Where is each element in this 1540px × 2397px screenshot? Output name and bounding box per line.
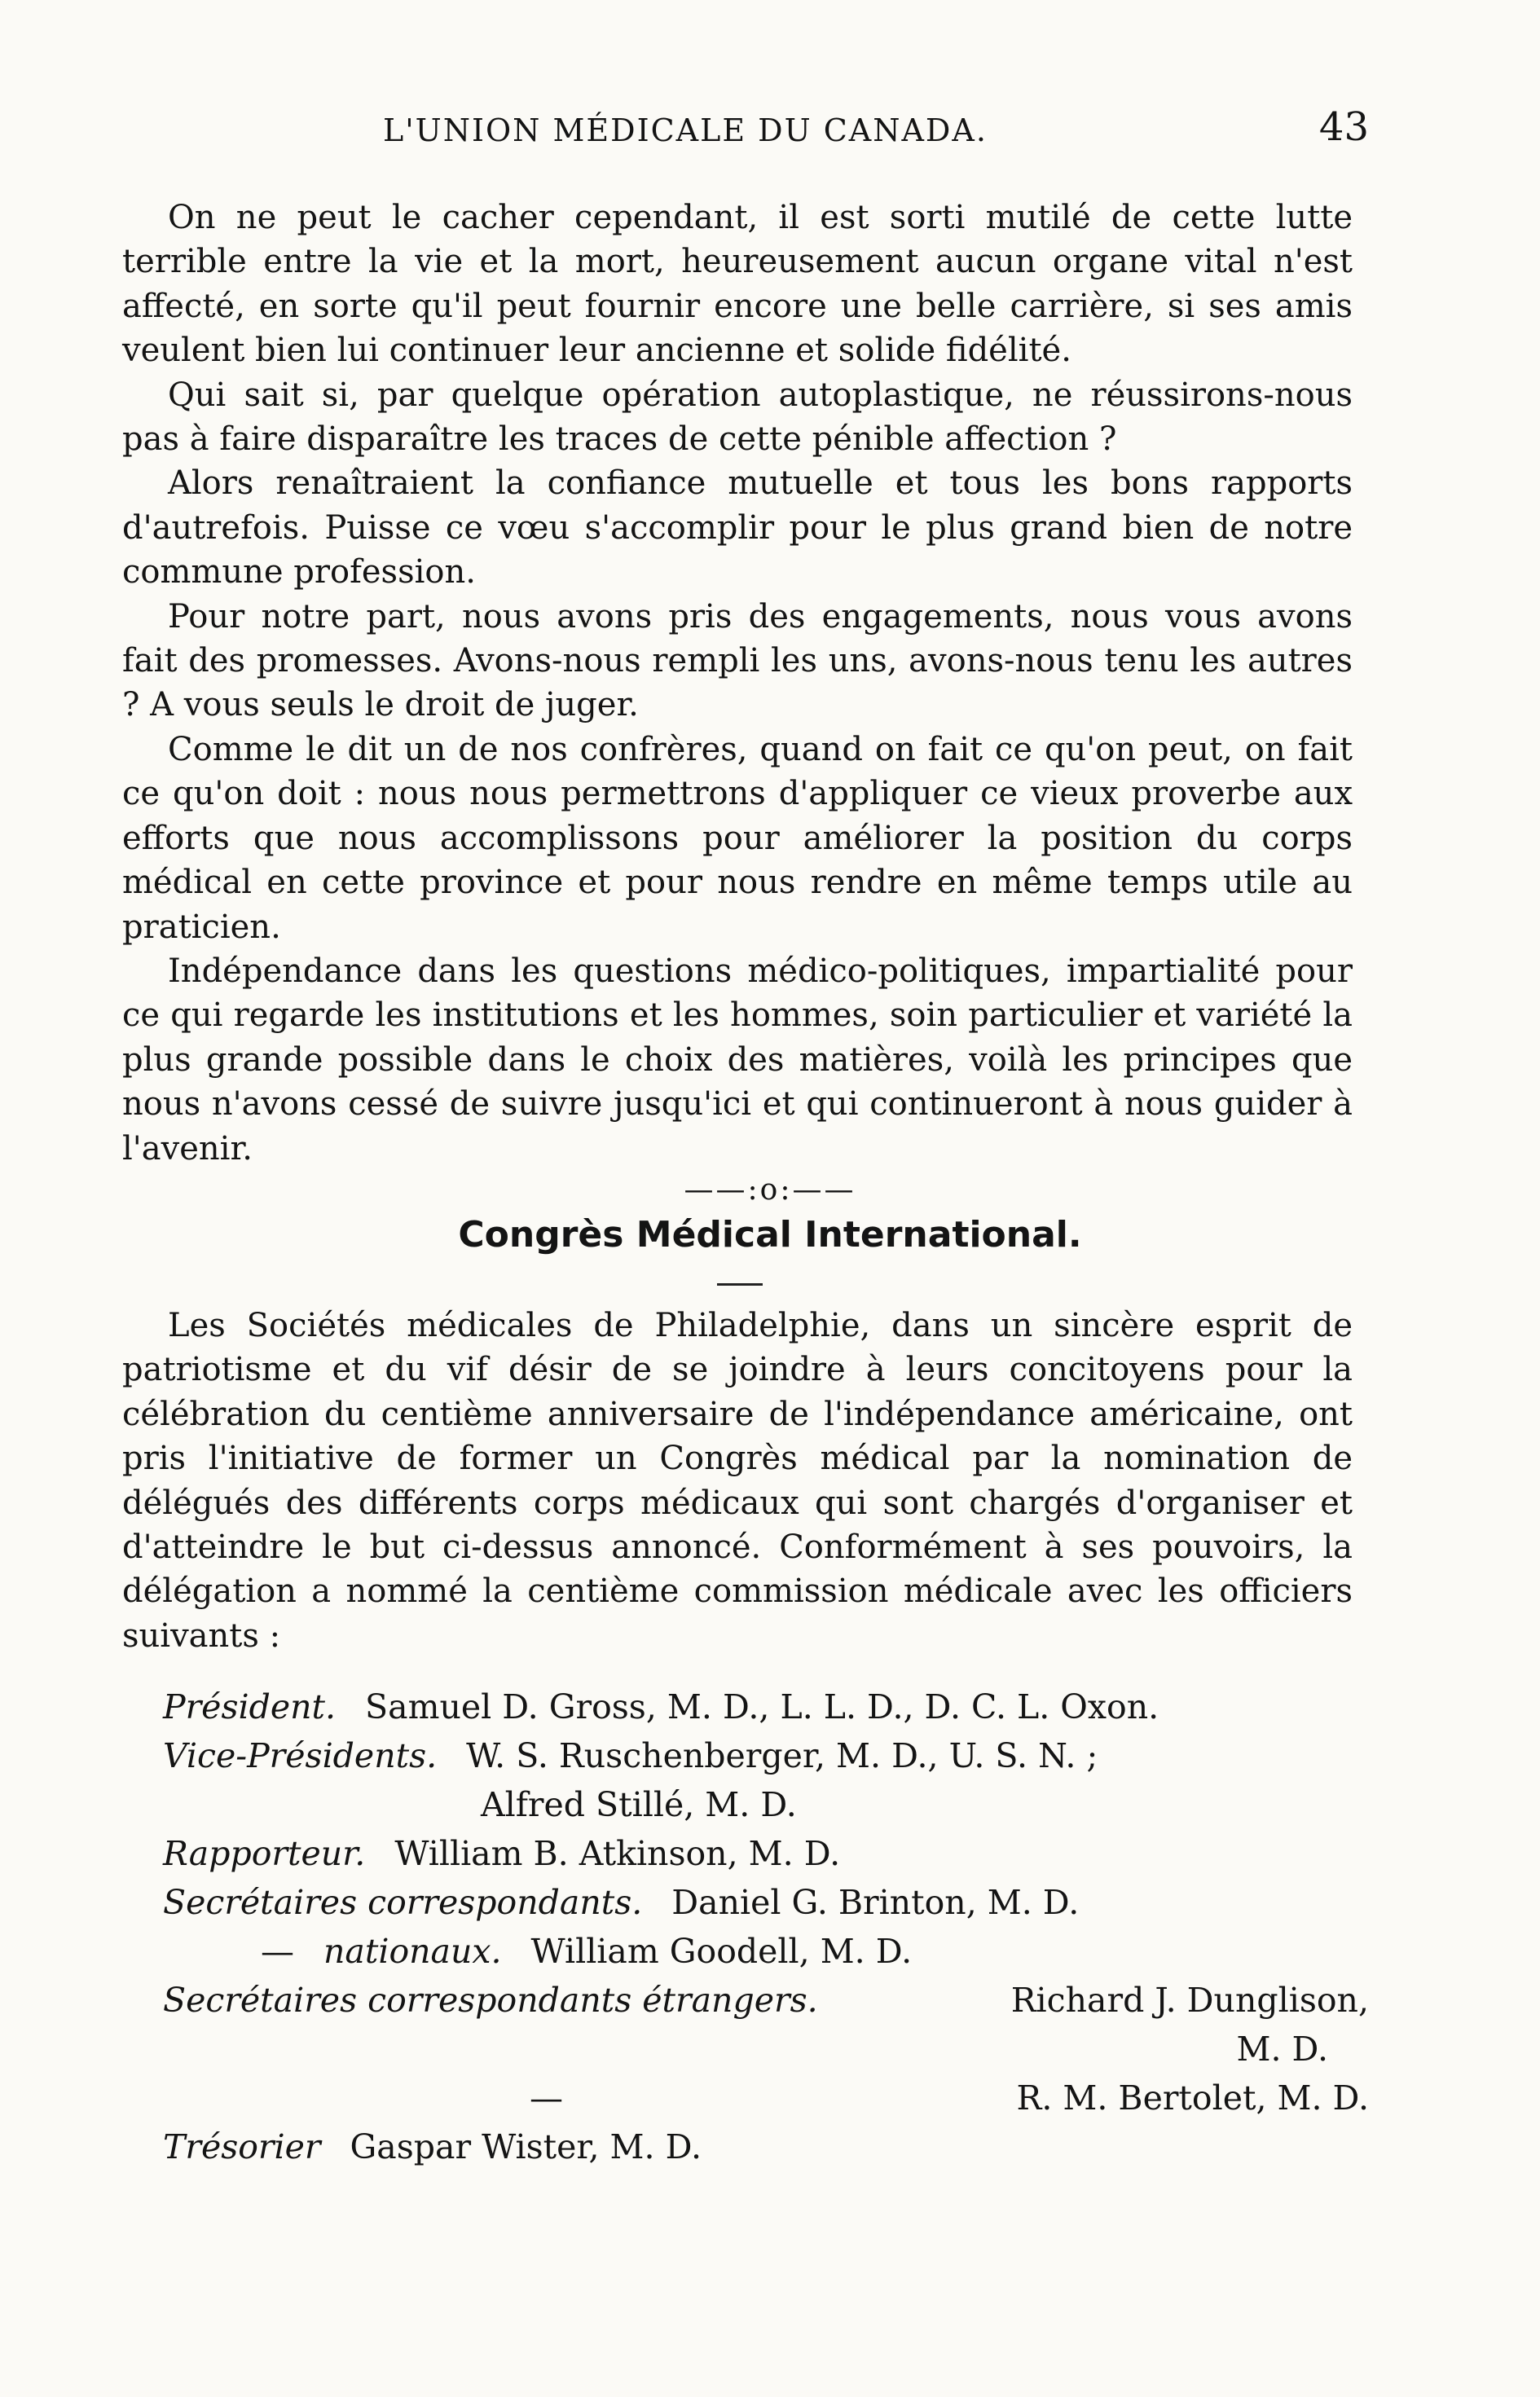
section-title: Congrès Médical International.	[458, 1214, 1082, 1256]
ditto-dash: —	[261, 1932, 294, 1971]
officer-name: William Goodell, M. D.	[530, 1932, 913, 1971]
officer-president	[163, 1682, 1369, 1731]
officer-secretaries-foreign	[163, 1976, 1369, 2025]
officer-secretaries-corresponding	[163, 1878, 1369, 1927]
officer-name: Alfred Stillé, M. D.	[481, 1785, 797, 1824]
officer-treasurer	[163, 2122, 1369, 2171]
officers-list	[163, 1682, 1369, 2171]
officer-secretaries-national	[163, 1927, 1369, 1976]
intro-text	[122, 196, 1353, 1171]
officer-role: Secrétaires correspondants étrangers.	[163, 1981, 818, 2020]
officer-name: Richard J. Dunglison,	[1010, 1981, 1369, 2020]
paragraph: Indépendance dans les questions médico-politiques, impartialité pour ce qui regarde les institutions et les hommes, soin particulier et variété la plus grande possible dans le choix des matières, voilà les principes que nous n'avons cessé de suivre jusqu'ici et qui continueront à nous guider à l'avenir.	[122, 952, 1353, 1168]
officer-name: W. S. Ruschenberger, M. D., U. S. N. ;	[466, 1736, 1098, 1775]
running-head	[122, 104, 1369, 153]
officer-role: Rapporteur.	[163, 1834, 366, 1873]
officer-role: Secrétaires correspondants.	[163, 1883, 643, 1922]
officer-name-suffix: M. D.	[1236, 2030, 1328, 2069]
officer-rapporteur	[163, 1829, 1369, 1878]
officer-name-continued	[163, 2025, 1369, 2074]
ditto-dash: —	[530, 2078, 563, 2118]
officer-role: nationaux.	[323, 1932, 502, 1971]
officer-name: Samuel D. Gross, M. D., L. L. D., D. C. L. Oxon.	[365, 1687, 1159, 1726]
officer-role: Vice-Présidents.	[163, 1736, 438, 1775]
paragraph: Qui sait si, par quelque opération autoplastique, ne réussirons-nous pas à faire disparaître les traces de cette pénible affection ?	[122, 376, 1353, 459]
paragraph: Pour notre part, nous avons pris des engagements, nous vous avons fait des promesses. Avons-nous rempli les uns, avons-nous tenu les autres ? A vous seuls le droit de juger.	[122, 597, 1353, 724]
journal-title: L'UNION MÉDICALE DU CANADA.	[383, 112, 988, 148]
congress-text	[122, 1304, 1353, 1658]
section-separator: ——:o:——	[684, 1173, 856, 1207]
officer-role: Trésorier	[163, 2127, 321, 2166]
officer-name: Daniel G. Brinton, M. D.	[671, 1883, 1080, 1922]
officer-role: Président.	[163, 1687, 337, 1726]
officer-name: Gaspar Wister, M. D.	[350, 2127, 702, 2166]
officer-secretaries-foreign-2	[163, 2074, 1369, 2122]
paragraph: On ne peut le cacher cependant, il est sorti mutilé de cette lutte terrible entre la vie et la mort, heureusement aucun organe vital n'est affecté, en sorte qu'il peut fournir encore une belle carrière, si ses amis veulent bien lui continuer leur ancienne et solide fidélité.	[122, 199, 1353, 370]
paragraph: Alors renaîtraient la confiance mutuelle et tous les bons rapports d'autrefois. Puisse ce vœu s'accomplir pour le plus grand bien de notre commune profession.	[122, 464, 1353, 592]
page-number: 43	[1318, 104, 1369, 150]
officer-vice-president-2	[163, 1780, 1369, 1829]
paragraph: Les Sociétés médicales de Philadelphie, dans un sincère esprit de patriotisme et du vif désir de se joindre à leurs concitoyens pour la célébration du centième anniversaire de l'indépendance américaine, ont pris l'initiative de former un Congrès médical par la nomination de délégués des différents corps médicaux qui sont chargés d'organiser et d'atteindre le but ci-dessus annoncé. Conformément à ses pouvoirs, la délégation a nommé la centième commission médicale avec les officiers suivants :	[122, 1307, 1353, 1655]
officer-name: R. M. Bertolet, M. D.	[1016, 2078, 1369, 2118]
officer-name: William B. Atkinson, M. D.	[394, 1834, 841, 1873]
paragraph: Comme le dit un de nos confrères, quand on fait ce qu'on peut, on fait ce qu'on doit : nous nous permettrons d'appliquer ce vieux proverbe aux efforts que nous accomplissons pour améliorer la position du corps médical en cette province et pour nous rendre en même temps utile au praticien.	[122, 730, 1353, 946]
title-rule	[717, 1283, 763, 1286]
officer-vice-presidents	[163, 1731, 1369, 1780]
